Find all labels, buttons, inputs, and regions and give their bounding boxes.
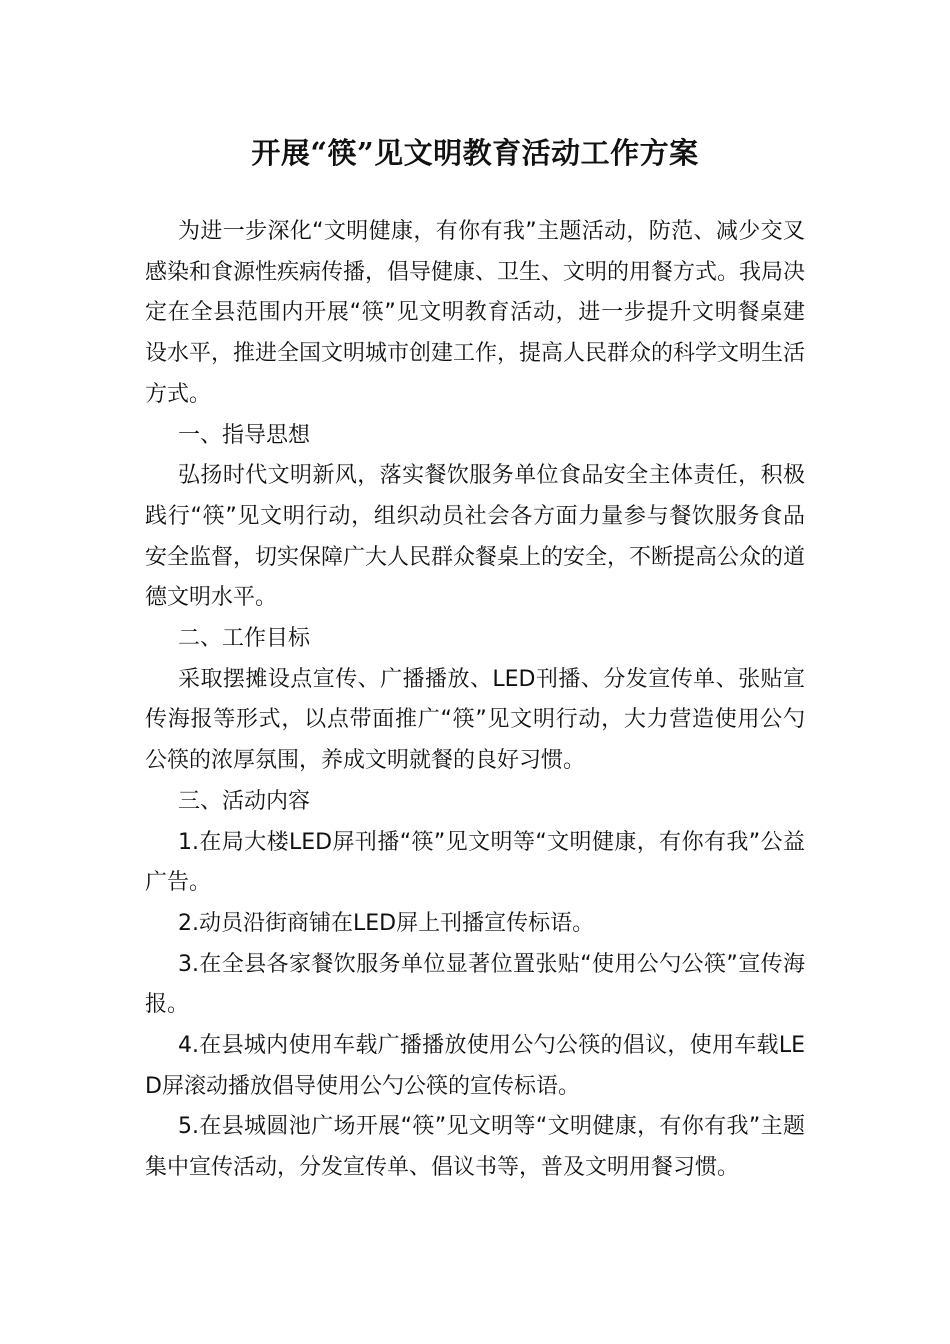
activity-item-1: 1.在局大楼LED屏刊播“筷”见文明等“文明健康，有你有我”公益广告。 [145, 829, 805, 896]
work-goals-paragraph: 采取摆摊设点宣传、广播播放、LED刊播、分发宣传单、张贴宣传海报等形式，以点带面推广“筷”见文明行动，大力营造使用公勺公筷的浓厚氛围，养成文明就餐的良好习惯。 [145, 666, 805, 774]
section-heading-work-goals: 二、工作目标 [178, 626, 311, 652]
activity-item-3: 3.在全县各家餐饮服务单位显著位置张贴“使用公勺公筷”宣传海报。 [145, 951, 805, 1018]
activity-item-4: 4.在县城内使用车载广播播放使用公勺公筷的倡议，使用车载LED屏滚动播放倡导使用公勺公筷的宣传标语。 [145, 1033, 805, 1099]
intro-paragraph: 为进一步深化“文明健康，有你有我”主题活动，防范、减少交叉感染和食源性疾病传播，倡导健康、卫生、文明的用餐方式。我局决定在全县范围内开展“筷”见文明教育活动，进一步提升文明餐桌建设水平，推进全国文明城市创建工作，提高人民群众的科学文明生活方式。 [145, 219, 806, 407]
document-body [145, 212, 805, 1189]
activity-item-2: 2.动员沿街商铺在LED屏上刊播宣传标语。 [178, 910, 595, 936]
activity-item-5: 5.在县城圆池广场开展“筷”见文明等“文明健康，有你有我”主题集中宣传活动，分发宣传单、倡议书等，普及文明用餐习惯。 [145, 1114, 805, 1181]
guiding-ideology-paragraph: 弘扬时代文明新风，落实餐饮服务单位食品安全主体责任，积极践行“筷”见文明行动，组织动员社会各方面力量参与餐饮服务食品安全监督，切实保障广大人民群众餐桌上的安全，不断提高公众的道德文明水平。 [145, 463, 806, 611]
section-heading-activity-content: 三、活动内容 [178, 788, 311, 814]
section-heading-guiding-ideology: 一、指导思想 [178, 422, 311, 448]
document-title: 开展“筷”见文明教育活动工作方案 [251, 136, 699, 170]
